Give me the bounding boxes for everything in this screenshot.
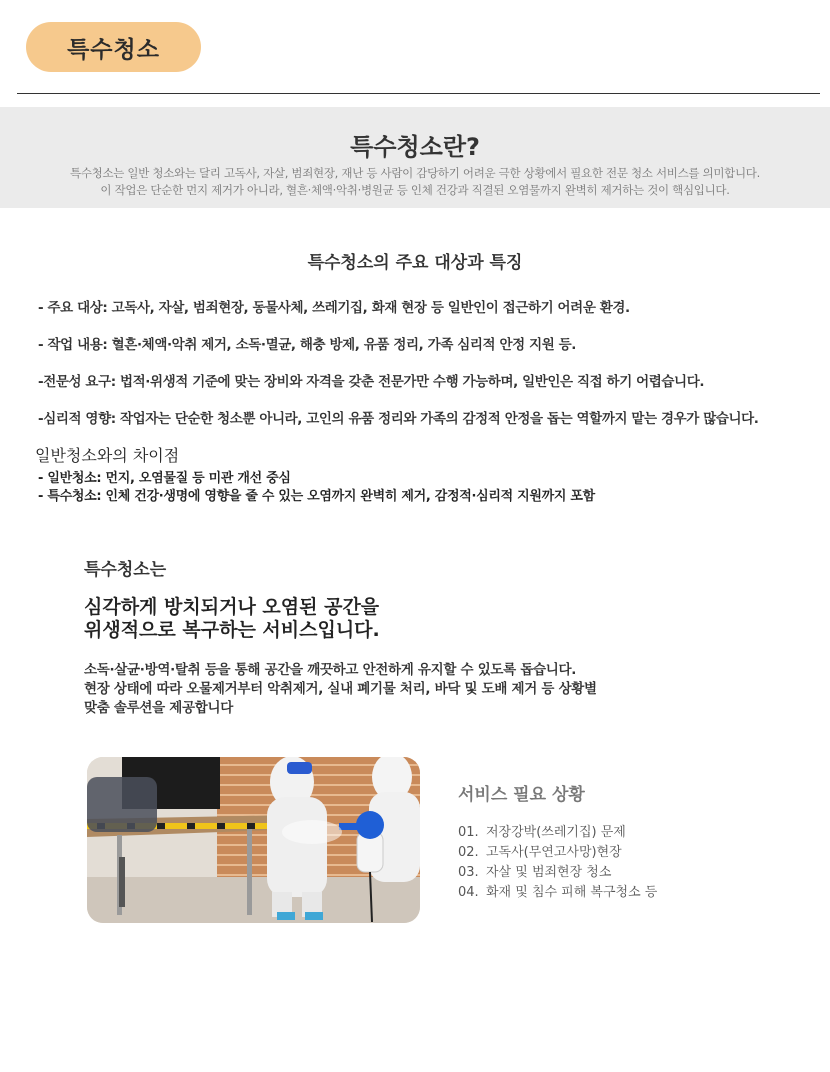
body-line: 현장 상태에 따라 오물제거부터 악취제거, 실내 폐기물 처리, 바닥 및 도배 제거 등 상황별	[84, 681, 597, 697]
service-body	[84, 661, 597, 718]
body-line: 맞춤 솔루션을 제공합니다	[84, 700, 233, 716]
difference-line: - 일반청소: 먼지, 오염물질 등 미관 개선 중심	[38, 471, 291, 486]
list-number: 02.	[458, 845, 479, 860]
features-title: 특수청소의 주요 대상과 특징	[307, 253, 523, 273]
body-line: 소독·살균·방역·탈취 등을 통해 공간을 깨끗하고 안전하게 유지할 수 있도록 돕습니다.	[84, 662, 577, 678]
list-number: 03.	[458, 865, 479, 880]
list-text: 자살 및 범죄현장 청소	[486, 865, 612, 880]
intro-title: 특수청소란?	[350, 133, 480, 161]
intro-section	[0, 107, 830, 208]
headline-line: 위생적으로 복구하는 서비스입니다.	[84, 619, 380, 641]
list-item	[458, 823, 657, 843]
difference-line: - 특수청소: 인체 건강·생명에 영향을 줄 수 있는 오염까지 완벽히 제거, 감정적·심리적 지원까지 포함	[38, 489, 595, 504]
service-headline	[84, 596, 380, 642]
list-number: 01.	[458, 825, 479, 840]
disinfection-worker-photo	[87, 757, 420, 923]
list-item	[458, 863, 657, 883]
intro-line: 이 작업은 단순한 먼지 제거가 아니라, 혈흔·체액·악취·병원균 등 인체 건강과 직결된 오염물까지 완벽히 제거하는 것이 핵심입니다.	[100, 183, 730, 197]
needs-list	[458, 823, 657, 903]
feature-item: - 작업 내용: 혈흔·체액·악취 제거, 소독·멸균, 해충 방제, 유품 정리, 가족 심리적 안정 지원 등.	[38, 337, 577, 353]
list-text: 화재 및 침수 피해 복구청소 등	[486, 885, 658, 900]
difference-title: 일반청소와의 차이점	[35, 446, 180, 465]
feature-item: - 주요 대상: 고독사, 자살, 범죄현장, 동물사체, 쓰레기집, 화재 현장 등 일반인이 접근하기 어려운 환경.	[38, 300, 630, 316]
intro-line: 특수청소는 일반 청소와는 달리 고독사, 자살, 범죄현장, 재난 등 사람이 감당하기 어려운 극한 상황에서 필요한 전문 청소 서비스를 의미합니다.	[70, 166, 760, 180]
list-number: 04.	[458, 885, 479, 900]
service-kicker: 특수청소는	[84, 560, 167, 580]
feature-item: -전문성 요구: 법적·위생적 기준에 맞는 장비와 자격을 갖춘 전문가만 수행 가능하며, 일반인은 직접 하기 어렵습니다.	[38, 374, 705, 390]
intro-description	[0, 165, 830, 199]
header-divider	[17, 93, 820, 94]
list-text: 저장강박(쓰레기집) 문제	[486, 825, 626, 840]
needs-title: 서비스 필요 상황	[458, 785, 585, 805]
category-badge: 특수청소	[26, 22, 201, 72]
list-item	[458, 883, 657, 903]
feature-item: -심리적 영향: 작업자는 단순한 청소뿐 아니라, 고인의 유품 정리와 가족의 감정적 안정을 돕는 역할까지 맡는 경우가 많습니다.	[38, 411, 759, 427]
photo-illustration	[87, 757, 420, 923]
headline-line: 심각하게 방치되거나 오염된 공간을	[84, 596, 380, 618]
list-item	[458, 843, 657, 863]
list-text: 고독사(무연고사망)현장	[486, 845, 622, 860]
